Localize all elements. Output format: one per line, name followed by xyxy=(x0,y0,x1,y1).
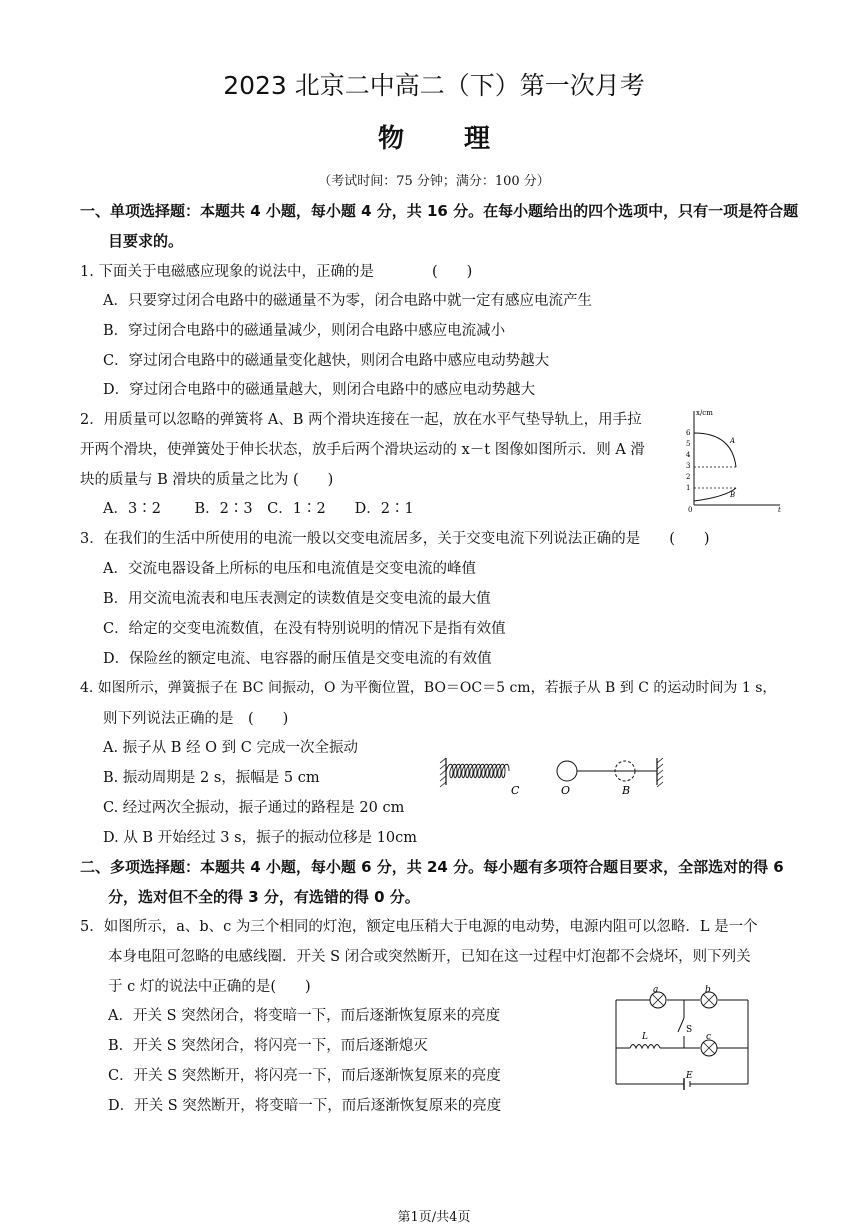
q5-inductor-label: L xyxy=(642,1032,648,1042)
q5-stem-line3: 于 c 灯的说法中正确的是( ) xyxy=(108,979,311,995)
q5-stem-line1: 5．如图所示，a、b、c 为三个相同的灯泡，额定电压稍大于电源的电动势，电源内阻可以忽略．L 是一个 xyxy=(80,919,758,935)
q2-t-label: t xyxy=(778,506,781,514)
q2-stem-line1: 2．用质量可以忽略的弹簧将 A、B 两个滑块连接在一起，放在水平气垫导轨上，用手拉 xyxy=(80,412,642,428)
q1-option-a: A．只要穿过闭合电路中的磁通量不为零，闭合电路中就一定有感应电流产生 xyxy=(103,293,592,309)
q4-option-b: B. 振动周期是 2 s，振幅是 5 cm xyxy=(103,770,320,786)
q3-option-b: B．用交流电流表和电压表测定的读数值是交变电流的最大值 xyxy=(103,591,491,607)
q5-option-c: C．开关 S 突然断开，将闪亮一下，而后逐渐恢复原来的亮度 xyxy=(108,1068,501,1084)
q4-stem-line1: 4. 如图所示，弹簧振子在 BC 间振动，O 为平衡位置，BO＝OC＝5 cm，若振子从 B 到 C 的运动时间为 1 s， xyxy=(80,680,777,696)
q3-option-d: D．保险丝的额定电流、电容器的耐压值是交变电流的有效值 xyxy=(103,651,492,667)
svg-text:6: 6 xyxy=(686,429,691,437)
q4-option-a: A. 振子从 B 经 O 到 C 完成一次全振动 xyxy=(103,740,358,756)
q4-point-b: B xyxy=(622,784,631,797)
q5-switch-label: S xyxy=(686,1025,693,1035)
q2-stem-line3: 块的质量与 B 滑块的质量之比为 ( ) xyxy=(80,472,334,488)
svg-text:5: 5 xyxy=(686,440,691,448)
q5-lamp-b-label: b xyxy=(705,985,711,995)
q1-stem: 1. 下面关于电磁感应现象的说法中，正确的是 ( ) xyxy=(80,264,473,280)
page-number: 第1页/共4页 xyxy=(397,1210,471,1225)
q5-option-b: B．开关 S 突然闭合，将闪亮一下，而后逐渐熄灭 xyxy=(108,1038,428,1054)
q3-option-a: A．交流电器设备上所标的电压和电流值是交变电流的峰值 xyxy=(103,561,476,577)
section1-heading: 一、单项选择题：本题共 4 小题，每小题 4 分，共 16 分。在每小题给出的四个选项中，只有一项是符合题 xyxy=(80,202,799,220)
q5-lamp-c-label: c xyxy=(706,1032,712,1042)
q4-point-o: O xyxy=(561,784,571,797)
q2-options: A．3∶2 B．2∶3 C．1∶2 D．2∶1 xyxy=(103,501,414,517)
q5-option-d: D．开关 S 突然断开，将变暗一下，而后逐渐恢复原来的亮度 xyxy=(108,1098,502,1114)
exam-info: （考试时间：75 分钟；满分：100 分） xyxy=(318,174,550,189)
q5-source-label: E xyxy=(686,1071,693,1081)
q2-axis-label: x/cm xyxy=(696,409,713,417)
q5-circuit-figure xyxy=(610,985,755,1088)
section2-heading: 二、多项选择题：本题共 4 小题，每小题 6 分，共 24 分。每小题有多项符合题目要求，全部选对的得 6 xyxy=(80,858,784,876)
q3-option-c: C．给定的交变电流数值，在没有特别说明的情况下是指有效值 xyxy=(103,621,506,637)
q2-stem-line2: 开两个滑块，使弹簧处于伸长状态，放手后两个滑块运动的 x－t 图像如图所示．则 A 滑 xyxy=(80,442,645,458)
q1-option-c: C．穿过闭合电路中的磁通量变化越快，则闭合电路中感应电动势越大 xyxy=(103,353,550,369)
q2-origin: 0 xyxy=(688,506,693,514)
section2-heading-cont: 分，选对但不全的得 3 分，有选错的得 0 分。 xyxy=(108,888,420,906)
q4-point-c: C xyxy=(511,784,520,797)
q1-option-d: D．穿过闭合电路中的磁通量越大，则闭合电路中的感应电动势越大 xyxy=(103,382,536,398)
q1-option-b: B．穿过闭合电路中的磁通量减少，则闭合电路中感应电流减小 xyxy=(103,323,506,339)
subject-heading: 物理 xyxy=(377,124,550,154)
q4-spring-oscillator-figure xyxy=(440,755,670,800)
q4-option-c: C. 经过两次全振动，振子通过的路程是 20 cm xyxy=(103,800,405,816)
section1-heading-cont: 目要求的。 xyxy=(108,232,184,250)
q2-curve-b-label: B xyxy=(730,491,736,499)
exam-title: 2023 北京二中高二（下）第一次月考 xyxy=(223,71,645,100)
q3-stem: 3．在我们的生活中所使用的电流一般以交变电流居多，关于交变电流下列说法正确的是 ( ) xyxy=(80,531,710,547)
svg-text:1: 1 xyxy=(686,484,691,492)
q5-option-a: A．开关 S 突然闭合，将变暗一下，而后逐渐恢复原来的亮度 xyxy=(108,1008,501,1024)
q5-lamp-a-label: a xyxy=(653,985,659,995)
svg-text:2: 2 xyxy=(686,473,691,481)
q5-stem-line2: 本身电阻可忽略的电感线圈．开关 S 闭合或突然断开，已知在这一过程中灯泡都不会烧坏，则下列关 xyxy=(108,949,751,965)
svg-text:3: 3 xyxy=(686,462,691,470)
q2-curve-a-label: A xyxy=(730,437,736,445)
q4-option-d: D. 从 B 开始经过 3 s，振子的振动位移是 10cm xyxy=(103,830,418,846)
svg-text:4: 4 xyxy=(686,451,691,459)
q2-xt-graph xyxy=(680,405,790,515)
q4-stem-line2: 则下列说法正确的是 ( ) xyxy=(103,711,289,727)
